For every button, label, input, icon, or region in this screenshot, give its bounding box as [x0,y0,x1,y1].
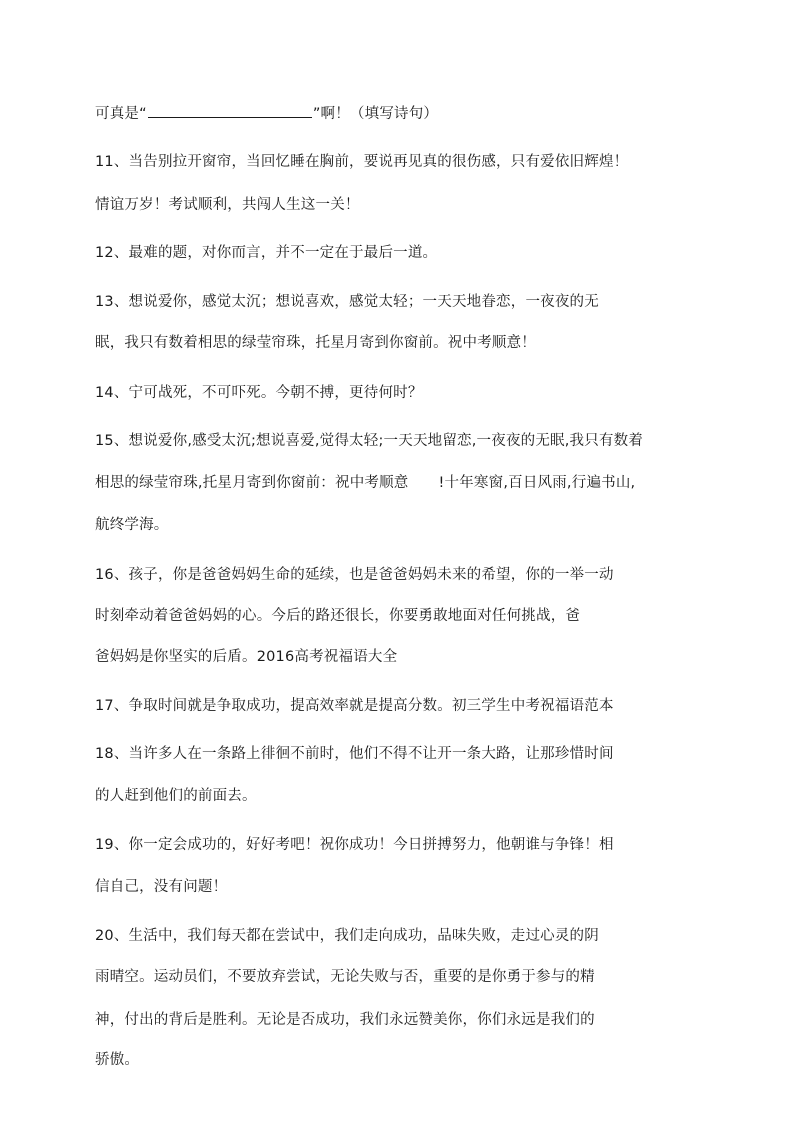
text-line: 情谊万岁！考试顺利，共闯人生这一关！ [95,197,360,213]
fill-in-blank [148,104,312,118]
text-line: 神，付出的背后是胜利。无论是否成功，我们永远赞美你，你们永远是我们的 [95,1012,595,1028]
text-line: 14、宁可战死，不可吓死。今朝不搏，更待何时？ [95,385,423,401]
text-segment: 可真是“ [95,106,147,122]
text-line: 19、你一定会成功的，好好考吧！祝你成功！今日拼搏努力，他朝谁与争锋！相 [95,837,614,853]
text-line: 12、最难的题，对你而言，并不一定在于最后一道。 [95,245,438,261]
fill-in-line [95,104,438,124]
text-segment: !十年寒窗,百日风雨,行遍书山, [438,475,636,491]
text-line: 骄傲。 [95,1052,140,1068]
text-line: 18、当许多人在一条路上徘徊不前时，他们不得不让开一条大路，让那珍惜时间 [95,746,614,762]
text-line: 的人赶到他们的前面去。 [95,788,257,804]
text-line-with-gap [95,473,635,493]
text-line: 时刻牵动着爸爸妈妈的心。今后的路还很长，你要勇敢地面对任何挑战，爸 [95,608,581,624]
text-segment: ”啊！（填写诗句） [312,106,439,122]
text-line: 雨晴空。运动员们，不要放弃尝试，无论失败与否，重要的是你勇于参与的精 [95,969,595,985]
text-line: 16、孩子，你是爸爸妈妈生命的延续，也是爸爸妈妈未来的希望，你的一举一动 [95,567,614,583]
text-line: 爸妈妈是你坚实的后盾。2016高考祝福语大全 [95,649,398,665]
text-line: 20、生活中，我们每天都在尝试中，我们走向成功，品味失败，走过心灵的阴 [95,928,599,944]
text-segment: 相思的绿莹帘珠,托星月寄到你窗前：祝中考顺意 [95,475,409,491]
text-line: 航终学海。 [95,517,169,533]
text-line: 信自己，没有问题！ [95,879,228,895]
text-line: 17、争取时间就是争取成功，提高效率就是提高分数。初三学生中考祝福语范本 [95,698,614,714]
text-line: 15、想说爱你,感受太沉;想说喜爱,觉得太轻;一天天地留恋,一夜夜的无眠,我只有数着 [95,433,644,449]
text-line: 13、想说爱你，感觉太沉；想说喜欢，感觉太轻；一天天地眷恋，一夜夜的无 [95,294,599,310]
text-line: 眠，我只有数着相思的绿莹帘珠，托星月寄到你窗前。祝中考顺意！ [95,335,536,351]
text-line: 11、当告别拉开窗帘，当回忆睡在胸前，要说再见真的很伤感，只有爱依旧辉煌！ [95,154,629,170]
